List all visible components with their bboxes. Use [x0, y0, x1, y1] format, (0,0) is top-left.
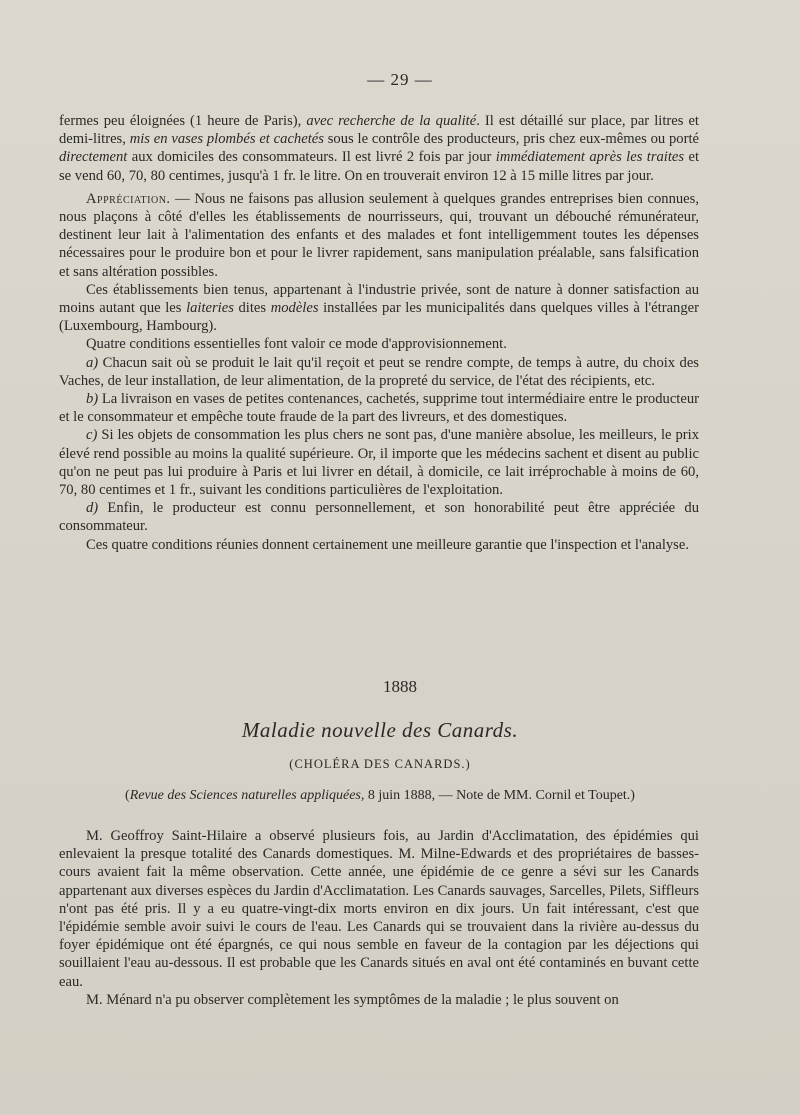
section-title: Maladie nouvelle des Canards. — [241, 718, 519, 742]
four-conditions-intro: Quatre conditions essentielles font valoir ce mode d'approvisionnement. — [86, 336, 507, 353]
condition-b: b) La livraison en vases de petites contenances, cachetés, supprime tout intermédiaire entre le producteur et le consommateur et empêche toute fraude de la part des livreurs, et des domestiques. — [59, 391, 699, 426]
appreciation-label: Appréciation. — [86, 190, 171, 207]
lower-text-block — [59, 827, 699, 1009]
page-number: — 29 — — [367, 70, 433, 89]
upper-text-block — [59, 112, 699, 554]
appreciation-paragraph: Appréciation. — Nous ne faisons pas allusion seulement à quelques grandes entreprises bien connues, nous plaçons à côté d'elles les établissements de nourrisseurs, qui, trouvant un débouché rémunérateur, destinent leur lait à l'alimentation des enfants et des malades et font intelligemment toutes les dépenses nécessaires pour le produire bon et pour le livrer rapidement, sans manipulation préalable, sans falsification et sans altération possibles. — [59, 190, 699, 280]
condition-d: d) Enfin, le producteur est connu personnellement, et son honorabilité peut être appréciée du consommateur. — [59, 500, 699, 535]
conclusion-paragraph: Ces quatre conditions réunies donnent certainement une meilleure garantie que l'inspection et l'analyse. — [86, 536, 689, 553]
intro-paragraph: fermes peu éloignées (1 heure de Paris), avec recherche de la qualité. Il est détaillé sur place, par litres et demi-litres, mis en vases plombés et cachetés sous le contrôle des producteurs, pris chez eux-mêmes ou porté directement aux domiciles des consommateurs. Il est livré 2 fois par jour immédiatement après les traites et se vend 60, 70, 80 centimes, jusqu'à 1 fr. le litre. On en trouverait environ 12 à 15 mille litres par jour. — [59, 113, 700, 184]
ducks-paragraph-2: M. Ménard n'a pu observer complètement les symptômes de la maladie ; le plus souvent on — [86, 991, 619, 1008]
section-year: 1888 — [383, 677, 417, 696]
condition-c: c) Si les objets de consommation les plus chers ne sont pas, d'une manière absolue, les meilleurs, le prix élevé rend possible au moins la qualité supérieure. Or, il importe que les médecins sachent et disent au public qu'on ne peut pas lui produire à Paris et lui livrer en détail, à domicile, ce lait irréprochable à moins de 60, 70, 80 centimes et 1 fr., suivant les conditions particulières de l'exploitation. — [59, 427, 699, 499]
source-journal: Revue des Sciences naturelles appliquées, — [129, 788, 365, 803]
establishments-paragraph: Ces établissements bien tenus, appartenant à l'industrie privée, sont de nature à donner satisfaction au moins autant que les laiteries dites modèles installées par les municipalités dans quelques villes à l'étranger (Luxembourg, Hambourg). — [59, 281, 699, 335]
source-citation: (Revue des Sciences naturelles appliquées, 8 juin 1888, — Note de MM. Cornil et Toupet.) — [125, 788, 635, 803]
condition-a: a) Chacun sait où se produit le lait qu'il reçoit et peut se rendre compte, de temps à autre, du choix des Vaches, de leur installation, de leur alimentation, de la propreté du service, de l'état des récipients, etc. — [59, 354, 699, 389]
ducks-paragraph-1: M. Geoffroy Saint-Hilaire a observé plusieurs fois, au Jardin d'Acclimatation, des épidémies qui enlevaient la presque totalité des Canards domestiques. M. Milne-Edwards et des propriétaires de basses-cours avaient fait la même observation. Cette année, une épidémie de ce genre a sévi sur les Canards appartenant aux diverses espèces du Jardin d'Acclimatation. Les Canards sauvages, Sarcelles, Pilets, Siffleurs n'ont pas été pris. Il y a eu quatre-vingt-dix morts environ en dix jours. Un fait intéressant, c'est que l'épidémie semble avoir suivi le cours de l'eau. Les Canards qui se trouvaient dans la rivière au-dessus du foyer épidémique ont été épargnés, ce qui nous semble en faveur de la contagion par les déjections qui souillaient l'eau au-dessous. Il est probable que les Canards situés en aval ont été contaminés en buvant cette eau. — [59, 828, 699, 990]
section-subtitle: (CHOLÉRA DES CANARDS.) — [289, 757, 471, 771]
